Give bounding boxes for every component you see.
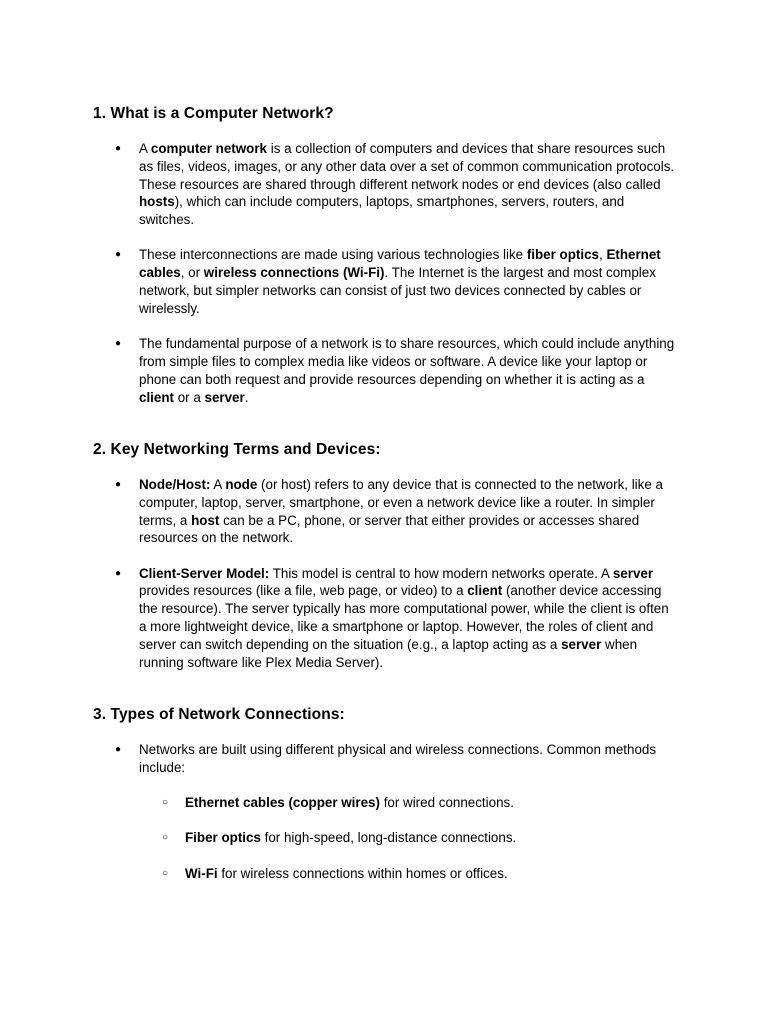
- bold-term: server: [561, 636, 602, 652]
- bullet-item: ● Client-Server Model: This model is central to how modern networks operate. A server provides resources (like a file, web page, or video) to a client (another device accessing the resource). The server typically has more computational power, while the client is often a more lightweight device, like a smartphone or laptop. However, the roles of client and server can switch depending on the situation (e.g., a laptop acting as a server when running software like Plex Media Server).: [93, 565, 679, 672]
- bullet-list: [93, 140, 693, 406]
- bold-term: Ethernet cables: [139, 247, 661, 281]
- bold-term: server: [204, 389, 245, 405]
- bullet-item: ● The fundamental purpose of a network is to share resources, which could include anything from simple files to complex media like videos or software. A device like your laptop or phone can both request and provide resources depending on whether it is acting as a client or a server.: [93, 335, 679, 406]
- bold-term: fiber optics: [526, 247, 599, 263]
- sub-bullet-item: ○ Fiber optics for high-speed, long-distance connections.: [93, 829, 693, 847]
- bold-term: hosts: [139, 194, 175, 210]
- bold-term: Wi-Fi: [185, 865, 218, 881]
- bullet-item: ● Node/Host: A node (or host) refers to any device that is connected to the network, like a computer, laptop, server, smartphone, or even a network device like a router. In simpler terms, a host can be a PC, phone, or server that either provides or accesses shared resources on the network.: [93, 476, 679, 547]
- section-heading: 3. Types of Network Connections:: [93, 706, 345, 723]
- section-connection-types: [93, 705, 693, 883]
- section-key-terms: [93, 440, 693, 671]
- bold-term: host: [191, 512, 220, 528]
- bold-term: Ethernet cables (copper wires): [185, 795, 380, 811]
- bold-term: wireless connections (Wi-Fi): [203, 265, 385, 281]
- bold-term: node: [225, 477, 258, 492]
- sub-bullet-item: ○ Wi-Fi for wireless connections within homes or offices.: [93, 865, 693, 883]
- sub-bullet-item: ○ Ethernet cables (copper wires) for wired connections.: [93, 794, 693, 812]
- bullet-list: [93, 741, 693, 777]
- bold-term: client: [139, 389, 174, 405]
- bold-term: Fiber optics: [185, 830, 261, 846]
- bullet-item: ● These interconnections are made using various technologies like fiber optics, Ethernet cables, or wireless connections (Wi-Fi). The Internet is the largest and most complex network, but simpler networks can consist of just two devices connected by cables or wirelessly.: [93, 246, 679, 317]
- sub-bullet-list: [93, 794, 693, 883]
- section-what-is-network: [93, 104, 693, 406]
- bullet-list: [93, 476, 693, 671]
- bold-term: Client-Server Model:: [139, 565, 270, 581]
- bold-term: Node/Host:: [139, 477, 211, 492]
- bold-term: client: [467, 583, 503, 599]
- section-heading: 2. Key Networking Terms and Devices:: [93, 441, 381, 458]
- section-heading: 1. What is a Computer Network?: [93, 105, 334, 122]
- bullet-item: ● Networks are built using different physical and wireless connections. Common methods include:: [93, 741, 679, 777]
- bold-term: server: [612, 565, 654, 581]
- bullet-item: ● A computer network is a collection of computers and devices that share resources such as files, videos, images, or any other data over a set of common communication protocols. These resources are shared through different network nodes or end devices (also called hosts), which can include computers, laptops, smartphones, servers, routers, and switches.: [93, 140, 679, 229]
- bold-term: computer network: [150, 141, 267, 156]
